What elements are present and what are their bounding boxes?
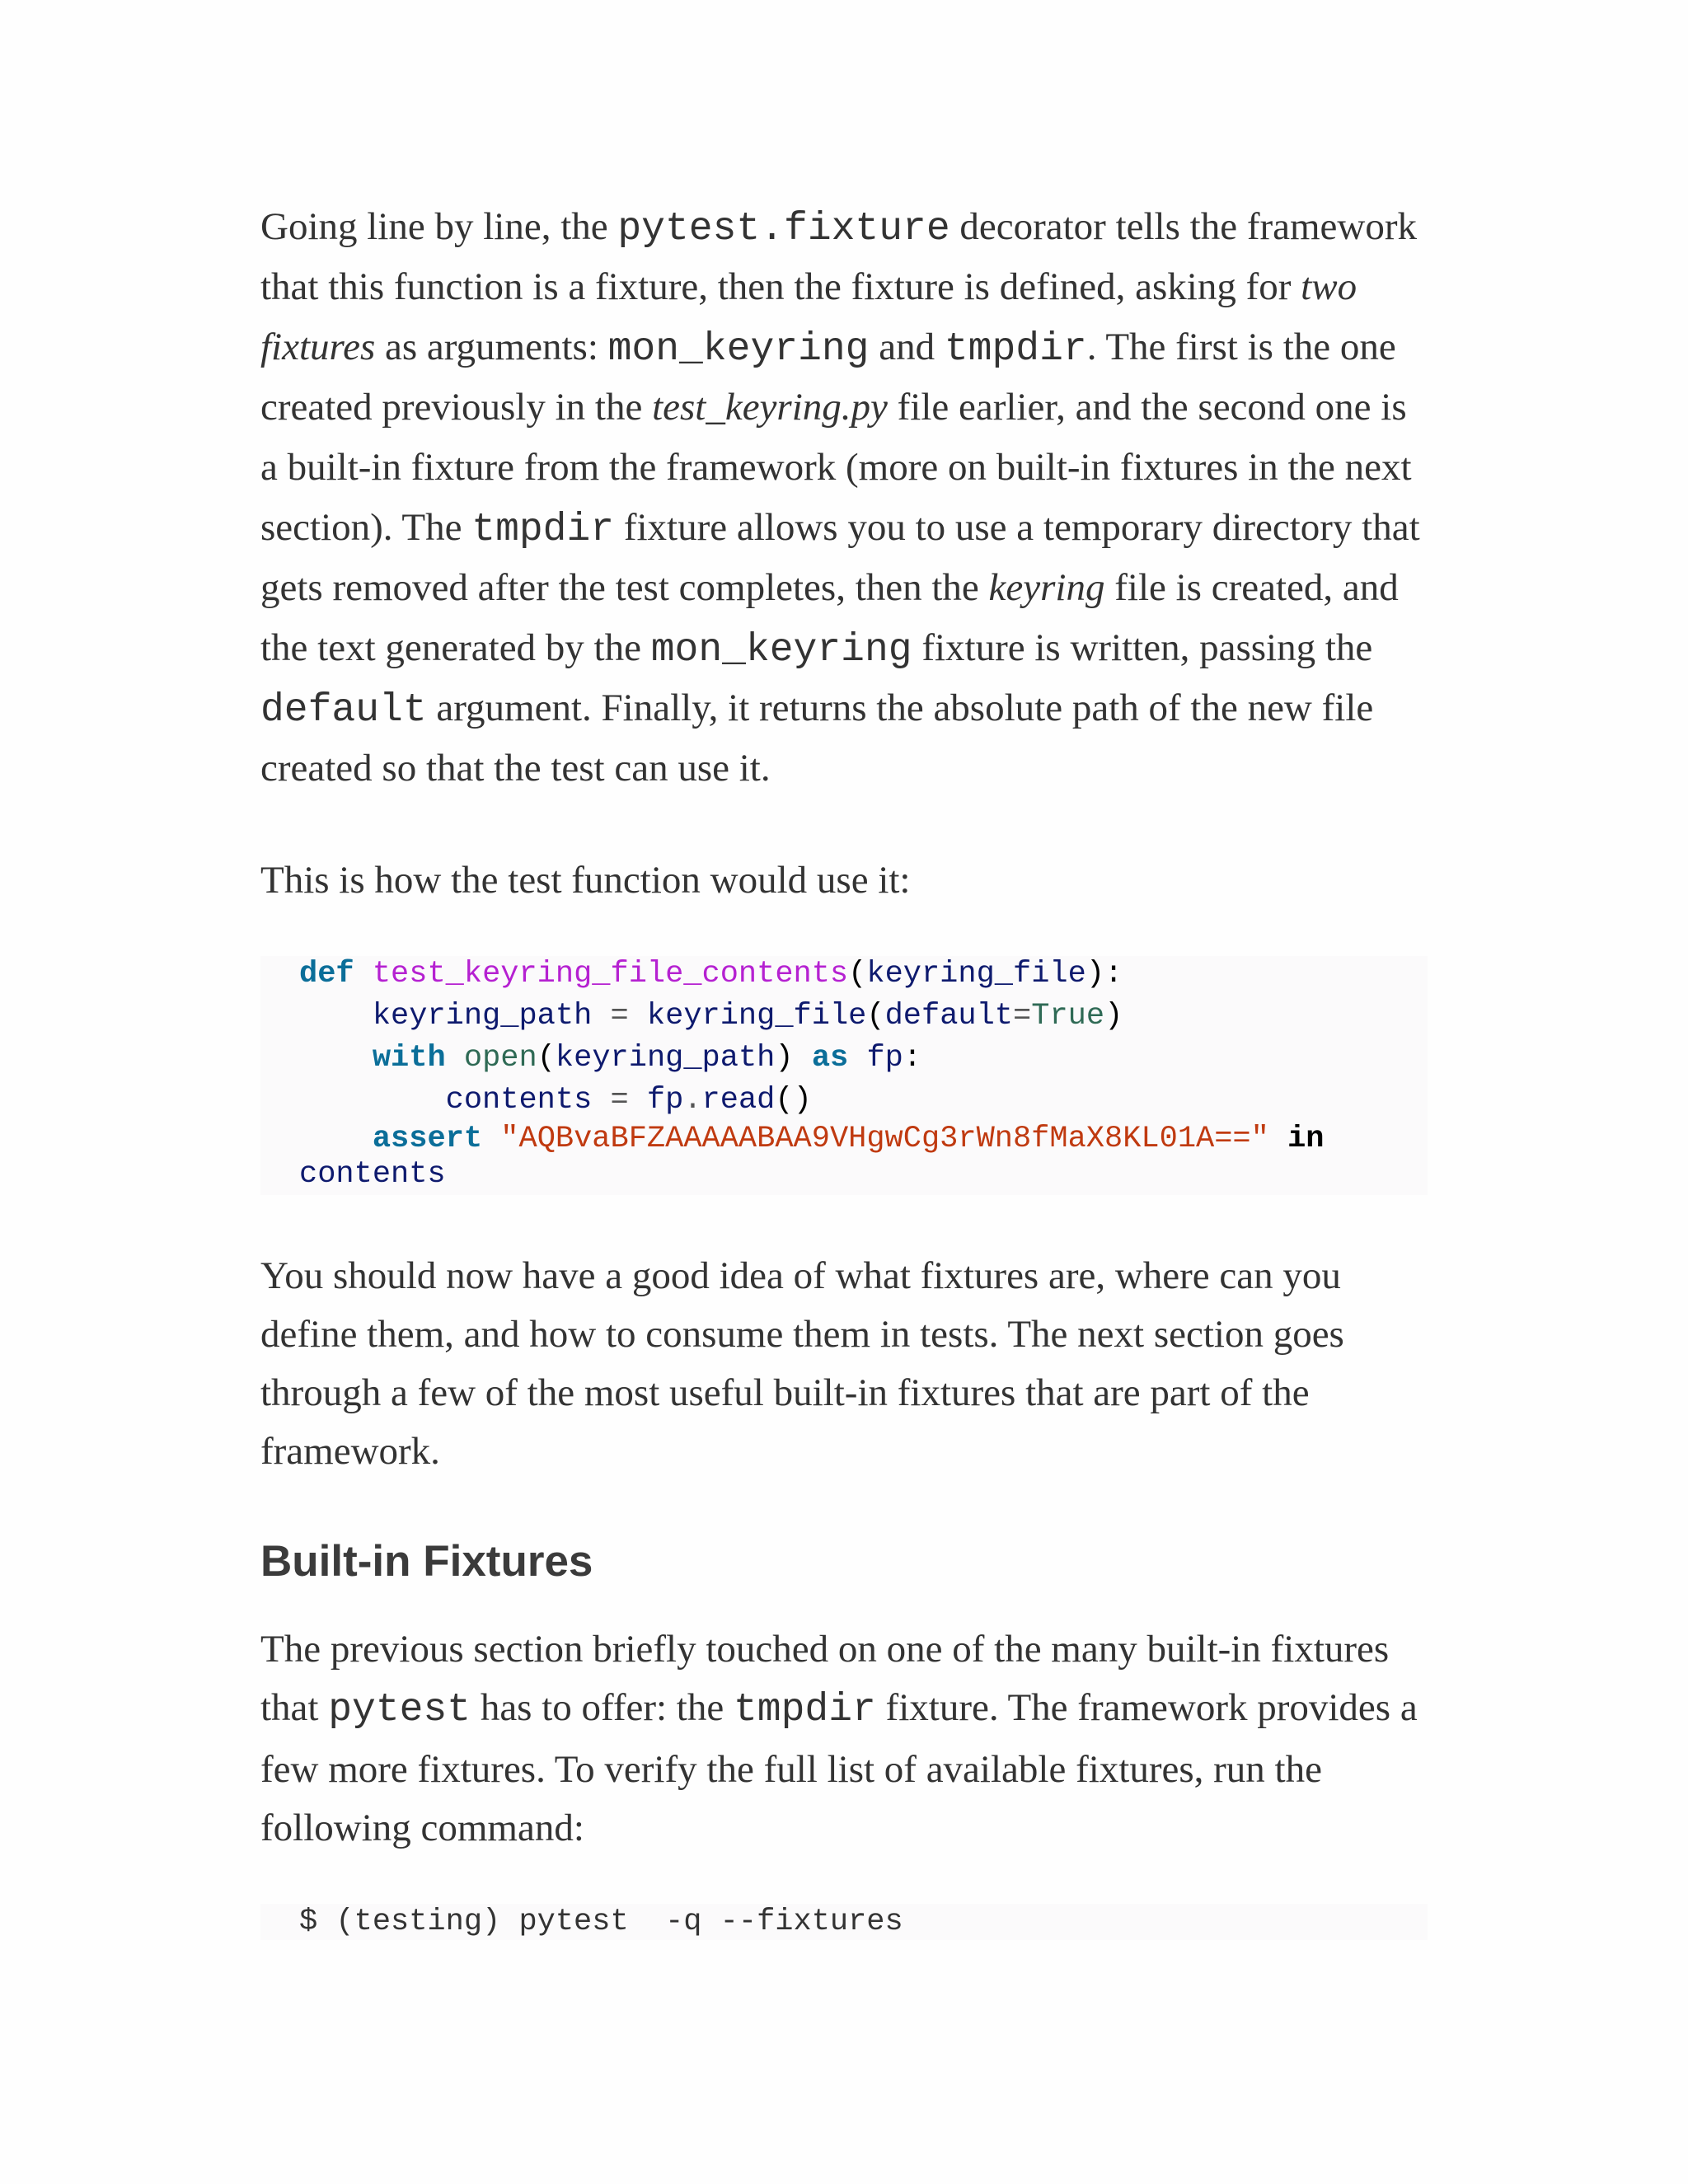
inline-code: default xyxy=(260,688,427,733)
code-block-shell-command xyxy=(260,1904,1428,1940)
section-heading: Built-in Fixtures xyxy=(260,1537,593,1586)
shell-command-line: $ (testing) pytest -q --fixtures xyxy=(299,1905,903,1939)
emphasis: two xyxy=(1301,265,1357,308)
code-line: keyring_path = keyring_file(default=True) xyxy=(372,999,1123,1033)
inline-code: pytest xyxy=(328,1688,471,1732)
inline-code: pytest.fixture xyxy=(617,207,950,251)
inline-code: tmpdir xyxy=(733,1688,876,1732)
paragraph-fixture-explanation: Going line by line, the pytest.fixture decorator tells the framework that this function is a fixture, then the fixture is defined, asking for two fixtures as arguments: mon_keyring and tmpdir. The first is the one created previously in the test_keyring.py file earlier, and the second one is a built-in fixture from the framework (more on built-in fixtures in the next section). The tmpdir fixture allows you to use a temporary directory that gets removed after the test completes, then the keyring file is created, and the text generated by the mon_keyring fixture is written, passing the default argument. Finally, it returns the absolute path of the new file created so that the test can use it. xyxy=(260,205,1420,790)
emphasis: keyring xyxy=(988,566,1105,609)
inline-code: mon_keyring xyxy=(650,628,912,673)
emphasis: fixtures xyxy=(260,326,376,368)
paragraph-builtin-fixtures: The previous section briefly touched on one of the many built-in fixtures that pytest has to offer: the tmpdir fixture. The framework provides a few more fixtures. To verify the full list of available fixtures, run the following command: xyxy=(260,1628,1418,1849)
paragraph-summary: You should now have a good idea of what fixtures are, where can you define them, and how to consume them in tests. The next section goes through a few of the most useful built-in fixtures that are part of the framework. xyxy=(260,1254,1344,1473)
code-line: with open(keyring_path) as fp: xyxy=(372,1041,922,1076)
code-line: contents = fp.read() xyxy=(445,1083,812,1118)
emphasis: test_keyring.py xyxy=(652,386,888,429)
code-line: assert "AQBvaBFZAAAAABAA9VHgwCg3rWn8fMaX8KL01A==" in xyxy=(372,1122,1325,1156)
inline-code: mon_keyring xyxy=(607,327,870,372)
code-line: def test_keyring_file_contents(keyring_file): xyxy=(299,957,1123,991)
paragraph-usage-intro: This is how the test function would use it: xyxy=(260,859,911,902)
inline-code: tmpdir xyxy=(944,327,1087,372)
code-block-test-function xyxy=(260,956,1428,1195)
code-line: contents xyxy=(299,1157,446,1192)
inline-code: tmpdir xyxy=(471,508,615,552)
